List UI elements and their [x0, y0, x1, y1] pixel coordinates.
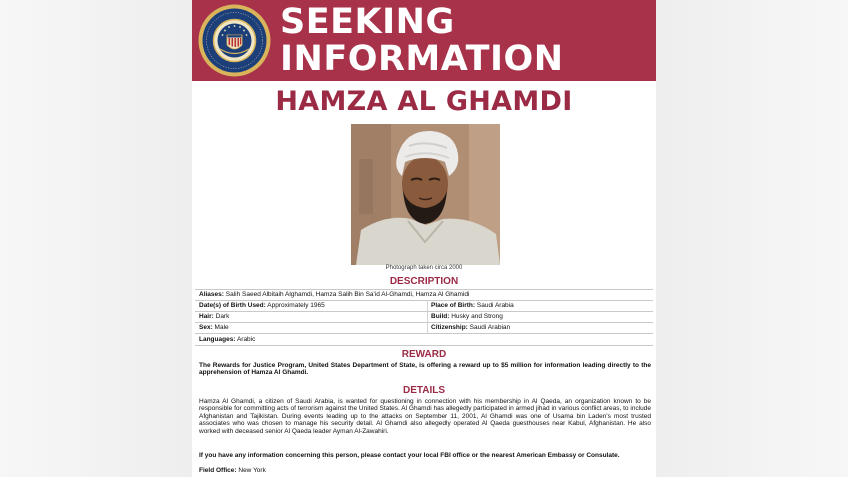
field-office — [199, 467, 651, 474]
hair-value: Dark — [215, 313, 230, 320]
subject-name: HAMZA AL GHAMDI — [275, 86, 573, 117]
aliases-label: Aliases: — [199, 291, 224, 298]
citizenship-value: Saudi Arabian — [469, 324, 511, 331]
hair-label: Hair: — [199, 313, 214, 320]
description-title: DESCRIPTION — [389, 276, 459, 287]
pob-value: Saudi Arabia — [476, 302, 514, 309]
build-value: Husky and Strong — [451, 313, 503, 320]
dob-row — [195, 300, 653, 311]
column-divider — [427, 311, 428, 322]
subject-photo — [351, 124, 500, 265]
contact-text: If you have any information concerning this person, please contact your local FBI office or the nearest American Embassy or Consulate. — [199, 452, 620, 459]
header-information: INFORMATION — [280, 39, 564, 79]
hair-row — [195, 311, 653, 322]
background-right — [655, 0, 848, 477]
citizenship-label: Citizenship: — [431, 324, 468, 331]
languages-label: Languages: — [199, 336, 236, 343]
languages-row — [195, 334, 653, 345]
reward-text: The Rewards for Justice Program, United States Department of State, is offering a reward up to $5 million for information leading directly to the apprehension of Hamza Al Ghamdi. — [199, 362, 651, 377]
languages-value: Arabic — [236, 336, 256, 343]
details-title: DETAILS — [402, 385, 446, 396]
sex-label: Sex: — [199, 324, 213, 331]
header-seeking: SEEKING — [280, 2, 455, 42]
background-left — [0, 0, 192, 477]
dob-value: Approximately 1965 — [267, 302, 325, 309]
field-office-label: Field Office: — [199, 467, 237, 474]
aliases-value: Salih Saeed Albitaih Alghamdi, Hamza Salih Bin Sa'id Al-Ghamdi, Hamza Al Ghamidi — [225, 291, 470, 298]
reward-title: REWARD — [401, 349, 447, 360]
details-text: Hamza Al Ghamdi, a citizen of Saudi Arabia, is wanted for questioning in connection with his membership in Al Qaeda, an organization known to be responsible for committing acts of terrorism against the United States. Al Ghamdi has allegedly participated in armed jihad in various conflict areas, to include Afghanistan and Tajikistan. During events leading up to the attacks on September 11, 2001, Al Ghamdi was one of Usama bin Laden's most trusted associates who was chosen to manage his security detail. Al Ghamdi also allegedly operated Al Qaeda guesthouses near Kabul, Afghanistan. He also worked with deceased senior Al Qaeda leader Ayman Al-Zawahiri. — [199, 398, 651, 435]
fbi-seal-icon — [198, 4, 271, 77]
pob-label: Place of Birth: — [431, 302, 476, 309]
wanted-poster — [192, 0, 656, 477]
sex-row — [195, 322, 653, 333]
aliases-row — [195, 289, 653, 300]
header-banner — [192, 0, 656, 81]
field-office-value: New York — [238, 467, 266, 474]
divider — [195, 345, 653, 346]
photo-caption: Photograph taken circa 2000 — [385, 265, 463, 271]
sex-value: Male — [214, 324, 229, 331]
build-label: Build: — [431, 313, 450, 320]
column-divider — [427, 300, 428, 311]
column-divider — [427, 322, 428, 333]
dob-label: Date(s) of Birth Used: — [199, 302, 266, 309]
